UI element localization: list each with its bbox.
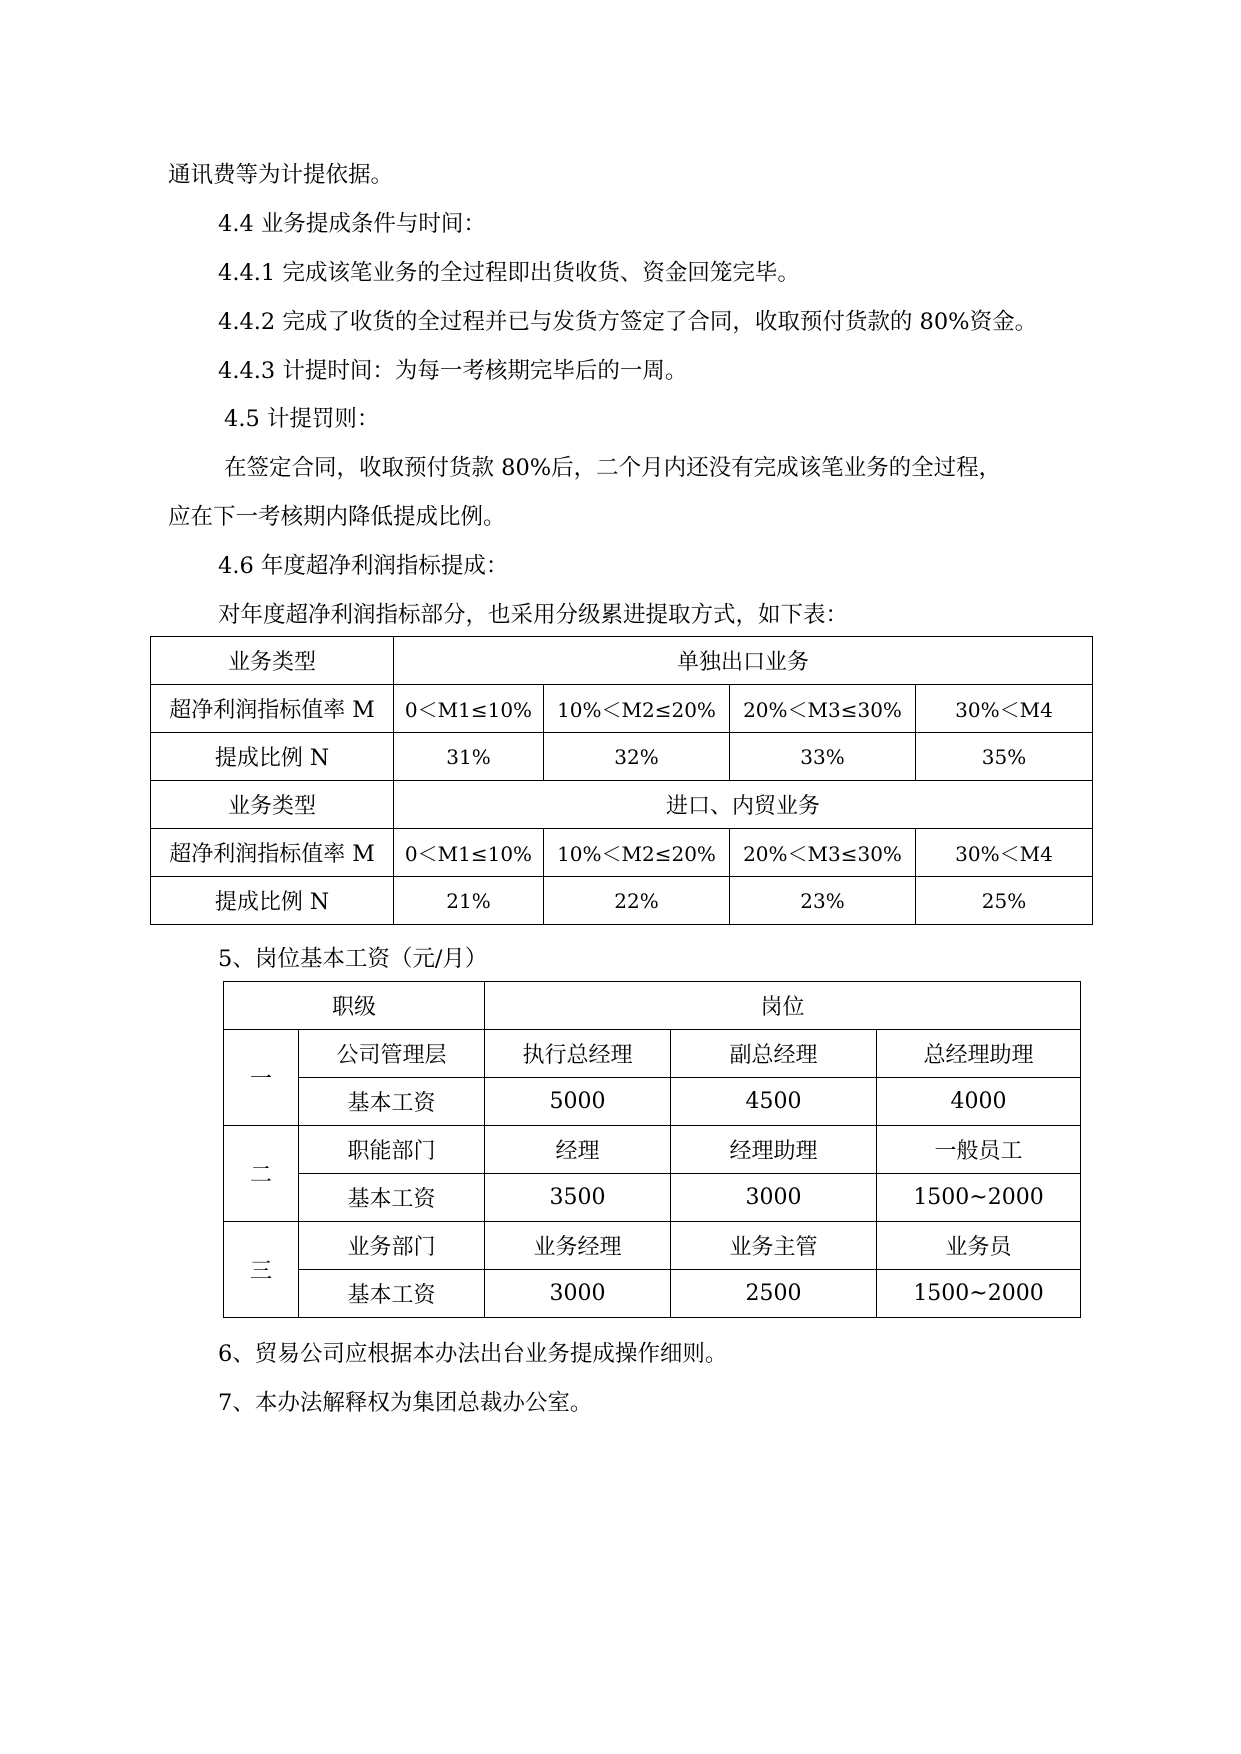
section-heading: 4.5 计提罚则： [224,406,380,432]
table-row [151,829,1093,877]
tier-cell: 20%＜M3≤30% [730,829,916,877]
section-heading: 5、岗位基本工资（元/月） [218,946,488,972]
salary-label: 基本工资 [299,1270,485,1318]
business-type-value: 单独出口业务 [394,637,1093,685]
level-header: 职级 [224,982,485,1030]
paragraph: 7、本办法解释权为集团总裁办公室。 [218,1390,593,1416]
table-row [224,1222,1081,1270]
ratio-cell: 32% [544,733,730,781]
ratio-cell: 22% [544,877,730,925]
salary-label: 基本工资 [299,1078,485,1126]
salary-cell: 1500~2000 [877,1174,1081,1222]
ratio-cell: 35% [916,733,1093,781]
profit-commission-table [150,636,1093,925]
table-row [151,637,1093,685]
level-cell: 一 [224,1030,299,1126]
table-row [224,1174,1081,1222]
position-cell: 经理 [485,1126,671,1174]
table-row [224,1126,1081,1174]
tier-cell: 0＜M1≤10% [394,685,544,733]
salary-cell: 2500 [671,1270,877,1318]
salary-cell: 3000 [485,1270,671,1318]
paragraph: 对年度超净利润指标部分，也采用分级累进提取方式，如下表： [218,602,849,628]
paragraph: 4.4.2 完成了收货的全过程并已与发货方签定了合同，收取预付货款的 80%资金。 [218,309,1038,335]
section-heading: 4.4 业务提成条件与时间： [218,211,486,237]
business-type-label: 业务类型 [151,637,394,685]
table-row [151,733,1093,781]
ratio-cell: 23% [730,877,916,925]
position-header: 岗位 [485,982,1081,1030]
position-cell: 业务经理 [485,1222,671,1270]
salary-label: 基本工资 [299,1174,485,1222]
table-row [151,877,1093,925]
table-row [224,1030,1081,1078]
paragraph: 4.4.1 完成该笔业务的全过程即出货收货、资金回笼完毕。 [218,260,800,286]
position-cell: 总经理助理 [877,1030,1081,1078]
ratio-cell: 31% [394,733,544,781]
tier-cell: 10%＜M2≤20% [544,685,730,733]
business-type-label: 业务类型 [151,781,394,829]
commission-ratio-label: 提成比例 N [151,733,394,781]
commission-ratio-label: 提成比例 N [151,877,394,925]
dept-cell: 公司管理层 [299,1030,485,1078]
tier-cell: 30%＜M4 [916,685,1093,733]
position-cell: 一般员工 [877,1126,1081,1174]
base-salary-table [223,981,1081,1318]
tier-cell: 30%＜M4 [916,829,1093,877]
paragraph: 通讯费等为计提依据。 [168,162,394,188]
paragraph: 6、贸易公司应根据本办法出台业务提成操作细则。 [218,1341,728,1367]
table-row [224,982,1081,1030]
dept-cell: 业务部门 [299,1222,485,1270]
tier-cell: 0＜M1≤10% [394,829,544,877]
salary-cell: 4500 [671,1078,877,1126]
tier-cell: 10%＜M2≤20% [544,829,730,877]
paragraph: 应在下一考核期内降低提成比例。 [168,504,506,530]
tier-cell: 20%＜M3≤30% [730,685,916,733]
table-row [224,1078,1081,1126]
ratio-cell: 25% [916,877,1093,925]
table-row [151,781,1093,829]
table-row [151,685,1093,733]
salary-cell: 3000 [671,1174,877,1222]
salary-cell: 3500 [485,1174,671,1222]
position-cell: 业务主管 [671,1222,877,1270]
profit-rate-label: 超净利润指标值率 M [151,685,394,733]
paragraph: 在签定合同，收取预付货款 80%后，二个月内还没有完成该笔业务的全过程， [224,455,1002,481]
ratio-cell: 33% [730,733,916,781]
position-cell: 副总经理 [671,1030,877,1078]
position-cell: 执行总经理 [485,1030,671,1078]
level-cell: 三 [224,1222,299,1318]
salary-cell: 5000 [485,1078,671,1126]
section-heading: 4.6 年度超净利润指标提成： [218,553,509,579]
profit-rate-label: 超净利润指标值率 M [151,829,394,877]
salary-cell: 1500~2000 [877,1270,1081,1318]
dept-cell: 职能部门 [299,1126,485,1174]
paragraph: 4.4.3 计提时间：为每一考核期完毕后的一周。 [218,358,688,384]
business-type-value: 进口、内贸业务 [394,781,1093,829]
table-row [224,1270,1081,1318]
salary-cell: 4000 [877,1078,1081,1126]
level-cell: 二 [224,1126,299,1222]
position-cell: 经理助理 [671,1126,877,1174]
position-cell: 业务员 [877,1222,1081,1270]
ratio-cell: 21% [394,877,544,925]
